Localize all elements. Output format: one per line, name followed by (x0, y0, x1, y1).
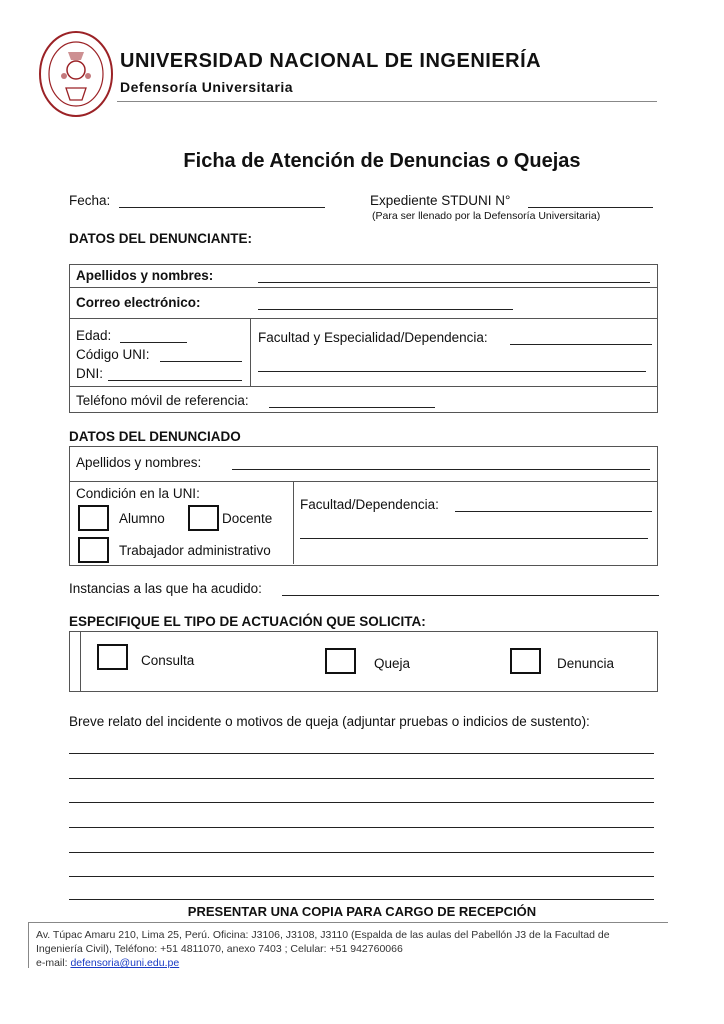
consulta-checkbox[interactable] (97, 644, 128, 670)
col-divider (80, 631, 81, 691)
trabajador-checkbox[interactable] (78, 537, 109, 563)
docente-label: Docente (222, 511, 273, 526)
office-name: Defensoría Universitaria (120, 79, 294, 95)
correo-field[interactable] (258, 309, 513, 310)
apellidos-label: Apellidos y nombres: (76, 268, 214, 283)
edad-field[interactable] (120, 342, 187, 343)
header-divider (117, 101, 657, 102)
denuncia-label: Denuncia (557, 656, 615, 671)
denunciado-apellidos-field[interactable] (232, 469, 650, 470)
email-link[interactable]: defensoria@uni.edu.pe (70, 957, 180, 969)
codigo-label: Código UNI: (76, 347, 150, 362)
footer-address-2: Ingeniería Civil), Teléfono: +51 4811070, anexo 7403 ; Celular: +51 942760066 (36, 943, 403, 955)
correo-label: Correo electrónico: (76, 295, 201, 310)
col-divider (250, 318, 251, 386)
relato-line[interactable] (69, 899, 654, 900)
codigo-field[interactable] (160, 361, 242, 362)
denunciado-heading: DATOS DEL DENUNCIADO (69, 429, 241, 444)
col-divider (293, 481, 294, 564)
fecha-label: Fecha: (69, 193, 111, 208)
row-divider (69, 386, 657, 387)
denunciado-apellidos-label: Apellidos y nombres: (76, 455, 202, 470)
docente-checkbox[interactable] (188, 505, 219, 531)
row-divider (69, 481, 657, 482)
trabajador-label: Trabajador administrativo (119, 543, 271, 558)
university-name: UNIVERSIDAD NACIONAL DE INGENIERÍA (120, 50, 542, 72)
alumno-checkbox[interactable] (78, 505, 109, 531)
alumno-label: Alumno (119, 511, 165, 526)
edad-label: Edad: (76, 328, 112, 343)
apellidos-field[interactable] (258, 282, 650, 283)
footer-left-rule (28, 922, 29, 968)
facultad-field[interactable] (510, 344, 652, 345)
form-title: Ficha de Atención de Denuncias o Quejas (183, 150, 581, 172)
relato-line[interactable] (69, 802, 654, 803)
relato-label: Breve relato del incidente o motivos de queja (adjuntar pruebas o indicios de sustento): (69, 714, 590, 729)
email-label: e-mail: (36, 957, 68, 969)
footer-divider (28, 922, 668, 923)
denunciado-facultad-label: Facultad/Dependencia: (300, 497, 439, 512)
row-divider (69, 287, 657, 288)
footer-email-row (36, 957, 179, 969)
facultad-field-line2[interactable] (258, 371, 646, 372)
row-divider (69, 318, 657, 319)
dni-field[interactable] (108, 380, 242, 381)
dni-label: DNI: (76, 366, 103, 381)
instancias-field[interactable] (282, 595, 659, 596)
facultad-label: Facultad y Especialidad/Dependencia: (258, 330, 488, 345)
relato-line[interactable] (69, 778, 654, 779)
fecha-field[interactable] (119, 207, 325, 208)
expediente-note: (Para ser llenado por la Defensoría Universitaria) (372, 210, 601, 222)
relato-line[interactable] (69, 827, 654, 828)
copia-note: PRESENTAR UNA COPIA PARA CARGO DE RECEPCIÓN (187, 904, 537, 919)
denunciado-facultad-field[interactable] (455, 511, 652, 512)
telefono-label: Teléfono móvil de referencia: (76, 393, 249, 408)
footer-address-1: Av. Túpac Amaru 210, Lima 25, Perú. Oficina: J3106, J3108, J3110 (Espalda de las aulas del Pabellón J3 de la Facultad de (36, 929, 610, 941)
queja-label: Queja (374, 656, 411, 671)
instancias-label: Instancias a las que ha acudido: (69, 581, 262, 596)
relato-line[interactable] (69, 753, 654, 754)
denuncia-checkbox[interactable] (510, 648, 541, 674)
expediente-field[interactable] (528, 207, 653, 208)
denunciante-heading: DATOS DEL DENUNCIANTE: (69, 231, 253, 246)
consulta-label: Consulta (141, 653, 195, 668)
relato-line[interactable] (69, 852, 654, 853)
condicion-label: Condición en la UNI: (76, 486, 200, 501)
denunciado-facultad-field-line2[interactable] (300, 538, 648, 539)
telefono-field[interactable] (269, 407, 435, 408)
queja-checkbox[interactable] (325, 648, 356, 674)
relato-line[interactable] (69, 876, 654, 877)
university-seal-logo (38, 30, 114, 118)
actuacion-heading: ESPECIFIQUE EL TIPO DE ACTUACIÓN QUE SOLICITA: (69, 614, 426, 629)
expediente-label: Expediente STDUNI N° (370, 193, 511, 208)
